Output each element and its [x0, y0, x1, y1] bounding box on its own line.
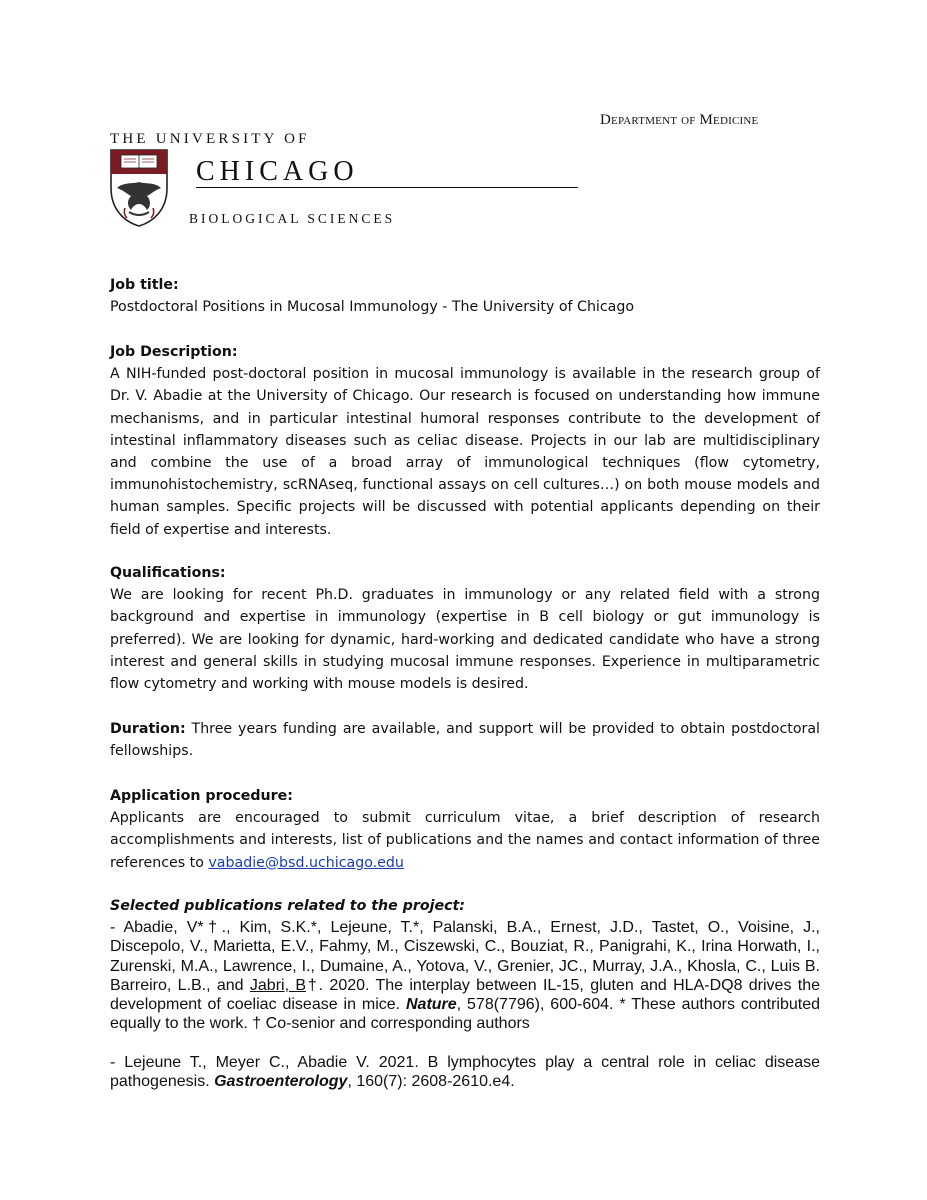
duration-text: Three years funding are available, and support will be provided to obtain postdoctoral fellowships. — [110, 721, 820, 760]
university-crest-logo — [109, 148, 169, 228]
job-title-label: Job title: — [110, 277, 179, 293]
pub1-underlined-author: Jabri, B — [249, 976, 307, 994]
pub1-title: †. 2020. The interplay between IL-15, gluten and HLA-DQ8 drives the development of coeliac disease in mice. — [110, 976, 821, 1014]
university-name: CHICAGO — [196, 156, 359, 187]
job-description-section — [110, 341, 820, 541]
university-line: THE UNIVERSITY OF — [110, 131, 310, 147]
email-link[interactable]: vabadie@bsd.uchicago.edu — [208, 854, 404, 871]
job-description-label: Job Description: — [110, 344, 238, 360]
job-title-section — [110, 274, 820, 318]
qualifications-label: Qualifications: — [110, 565, 226, 581]
pub2-citation: , 160(7): 2608-2610.e4. — [347, 1073, 515, 1091]
pub2-text: - Lejeune T., Meyer C., Abadie V. 2021. B lymphocytes play a central role in celiac disease pathogenesis. — [110, 1054, 820, 1091]
pub1-authors: - Abadie, V*†., Kim, S.K.*, Lejeune, T.*, Palanski, B.A., Ernest, J.D., Tastet, O., Voisine, J., Discepolo, V., Marietta, E.V., Fahmy, M., Ciszewski, C., Bouziat, R., Panigrahi, K., Irina Horwath, I., Zurenski, M.A., Lawrence, I., Dumaine, A., Yotova, V., Grenier, JC., Murray, J.A., Khosla, C., Luis B. Barreiro, L.B., and — [110, 919, 820, 994]
qualifications-text: We are looking for recent Ph.D. graduates in immunology or any related field with a strong background and expertise in immunology (expertise in B cell biology or gut immunology is preferred). We are looking for dynamic, hard-working and dedicated candidate who have a strong interest and general skills in studying mucosal immune responses. Experience in multiparametric flow cytometry and working with mouse models is desired. — [110, 587, 820, 693]
duration-section — [110, 718, 820, 762]
department-heading: Department of Medicine — [600, 112, 759, 128]
application-text — [110, 807, 820, 874]
publication-1 — [110, 918, 820, 1034]
job-title-value: Postdoctoral Positions in Mucosal Immunology - The University of Chicago — [110, 299, 635, 316]
duration-label: Duration: — [110, 721, 186, 737]
pub1-citation: , 578(7796), 600-604. * These authors contributed equally to the work. † Co-senior and corresponding authors — [110, 996, 820, 1033]
publications-label: Selected publications related to the project: — [110, 898, 465, 914]
job-description-text: A NIH-funded post-doctoral position in mucosal immunology is available in the research group of Dr. V. Abadie at the University of Chicago. Our research is focused on understanding how immune mechanisms, and in particular intestinal humoral responses contribute to the development of intestinal inflammatory diseases such as celiac disease. Projects in our lab are multidisciplinary and combine the use of a broad array of immunological techniques (flow cytometry, immunohistochemistry, scRNAseq, functional assays on cell cultures…) on both mouse models and human samples. Specific projects will be discussed with potential applicants depending on their field of expertise and interests. — [110, 366, 820, 538]
qualifications-section — [110, 562, 820, 695]
header-rule — [196, 187, 578, 188]
division-name: BIOLOGICAL SCIENCES — [189, 211, 396, 226]
application-label: Application procedure: — [110, 788, 293, 804]
pub2-journal: Gastroenterology — [214, 1073, 348, 1091]
pub1-journal: Nature — [405, 996, 457, 1014]
application-section — [110, 785, 820, 874]
publication-2 — [110, 1053, 820, 1092]
application-body: Applicants are encouraged to submit curriculum vitae, a brief description of research accomplishments and interests, list of publications and the names and contact information of three references to — [110, 810, 820, 871]
